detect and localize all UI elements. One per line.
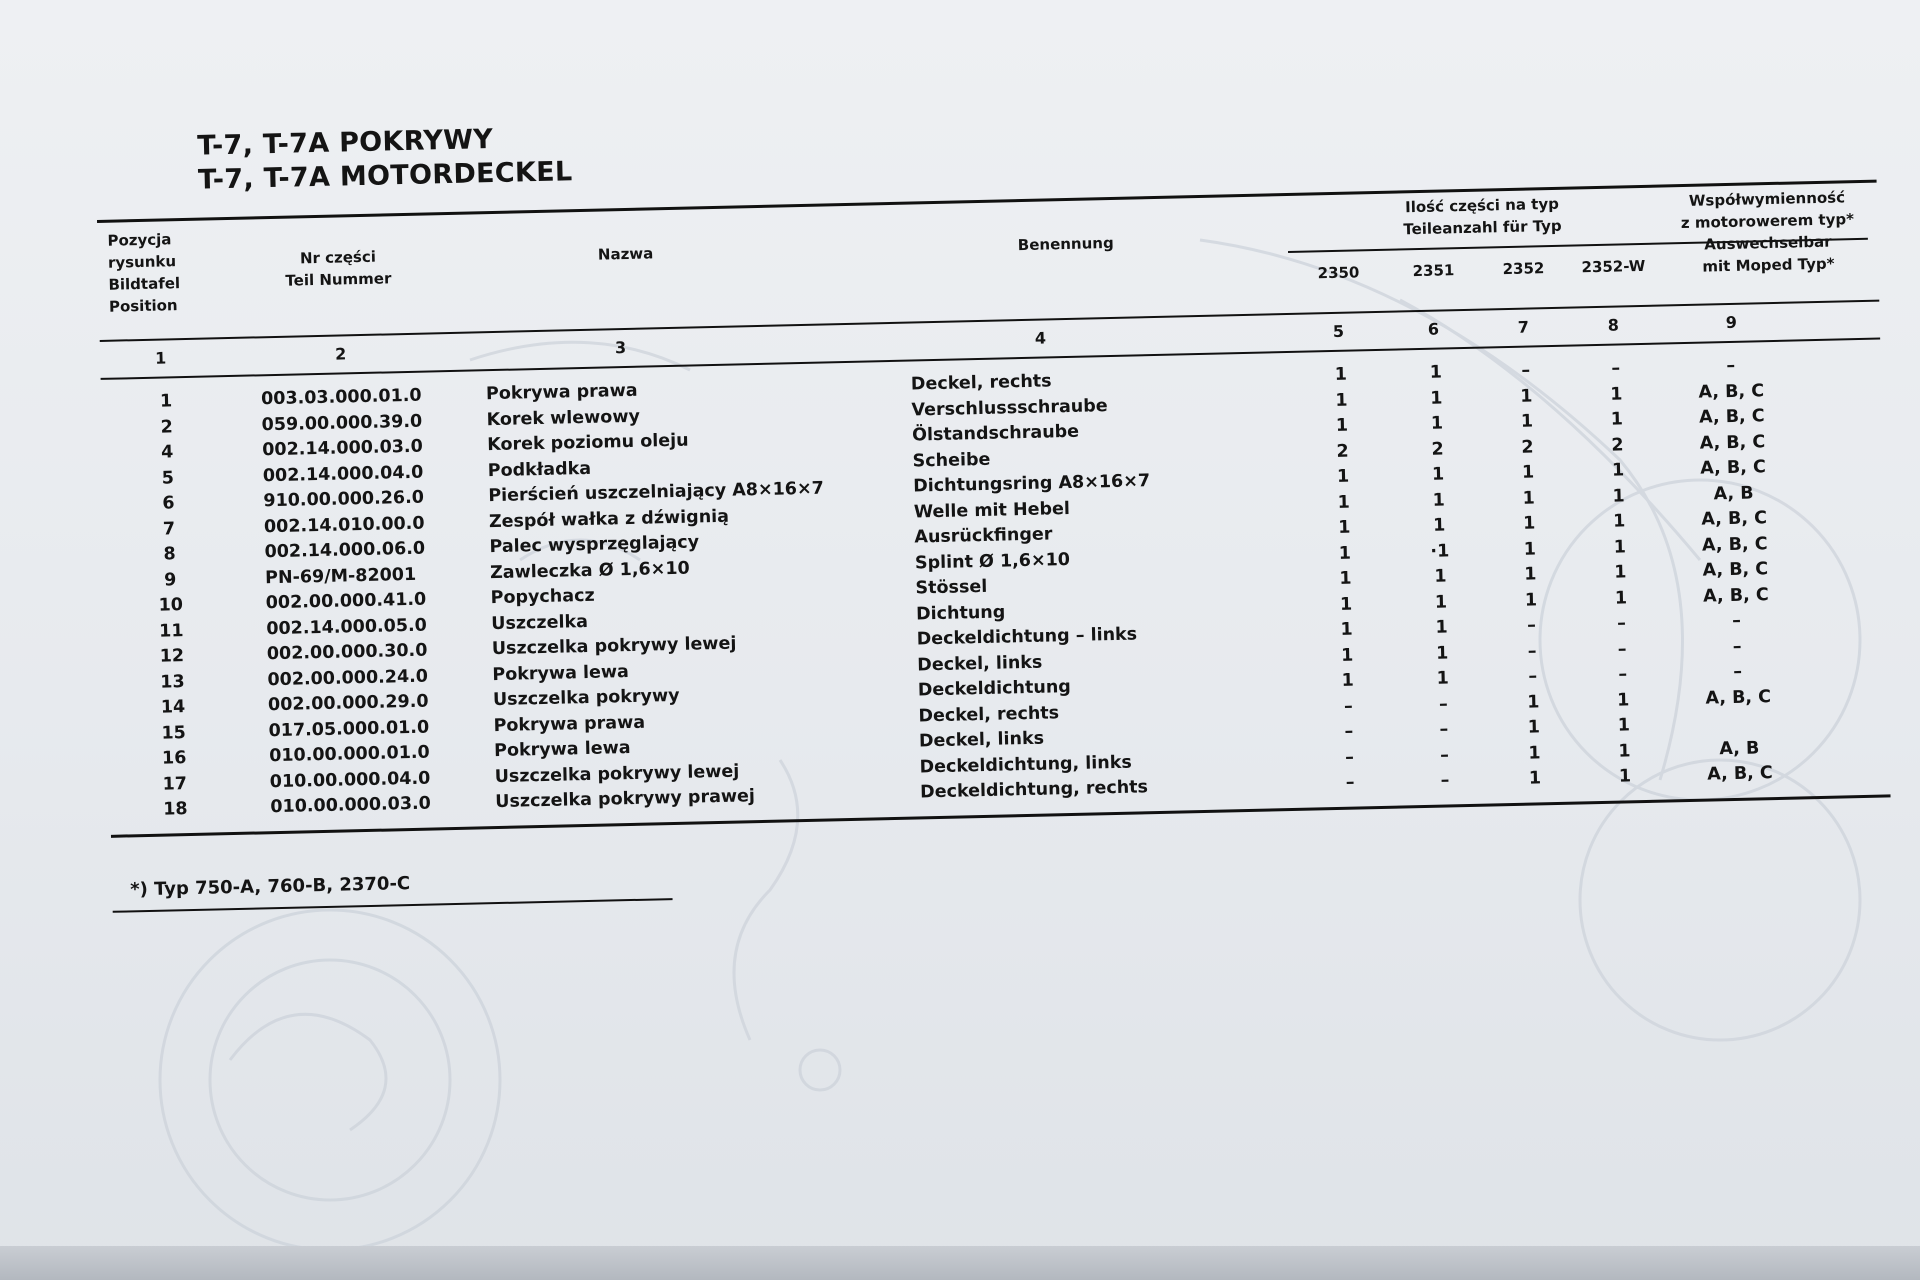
col-number-5: 5	[1332, 321, 1345, 341]
qty-2352w-cell: 1	[1618, 766, 1632, 787]
interchangeability-cell: A, B, C	[1698, 406, 1765, 428]
name-pl-cell: Pokrywa prawa	[485, 380, 638, 405]
col-number-1: 1	[154, 348, 167, 368]
qty-2352-cell: 1	[1523, 538, 1537, 560]
qty-2350-cell: 1	[1340, 645, 1354, 666]
qty-2350-cell: 2	[1336, 441, 1349, 462]
qty-2352w-cell: 1	[1610, 383, 1623, 405]
page-edge	[0, 1246, 1920, 1280]
qty-2351-cell: –	[1438, 693, 1448, 715]
position-cell: 2	[160, 416, 174, 438]
header-name-de: Benennung	[1017, 233, 1114, 255]
part-number-cell: 002.14.000.03.0	[262, 436, 423, 461]
header-quantity: Ilość części na typ Teileanzahl für Typ	[1403, 194, 1562, 239]
qty-2350-cell: 1	[1338, 543, 1352, 564]
qty-2352w-cell: –	[1616, 613, 1627, 634]
name-pl-cell: Uszczelka pokrywy lewej	[494, 761, 740, 787]
title-german: T-7, T-7A MOTORDECKEL	[197, 156, 573, 196]
interchangeability-cell: A, B	[1713, 482, 1754, 504]
qty-2351-cell: 1	[1431, 464, 1445, 485]
part-number-cell: 002.14.000.05.0	[266, 615, 428, 639]
name-pl-cell: Uszczelka pokrywy	[492, 685, 680, 711]
position-cell: 6	[162, 493, 175, 514]
interchangeability-cell: A, B, C	[1701, 508, 1768, 530]
part-number-cell: 002.00.000.41.0	[265, 589, 427, 614]
qty-2351-cell: 1	[1430, 413, 1444, 434]
name-pl-cell: Uszczelka	[491, 611, 589, 634]
qty-2352-cell: 1	[1524, 564, 1537, 585]
name-de-cell: Scheibe	[912, 449, 991, 472]
part-number-cell: 010.00.000.03.0	[270, 793, 432, 818]
qty-2351-cell: 2	[1431, 438, 1444, 460]
col-number-8: 8	[1607, 315, 1620, 335]
qty-2352-cell: –	[1528, 666, 1538, 687]
interchangeability-cell: A, B, C	[1700, 457, 1767, 479]
qty-2350-cell: –	[1345, 772, 1355, 793]
qty-2352w-cell: 1	[1612, 511, 1626, 532]
qty-2351-cell: 1	[1435, 642, 1449, 664]
position-cell: 4	[160, 442, 174, 463]
parts-table-body	[101, 353, 1890, 827]
qty-2352-cell: 1	[1520, 385, 1533, 407]
position-cell: 14	[160, 697, 186, 718]
qty-2351-cell: –	[1439, 719, 1449, 740]
header-interchangeability: Współwymienność z motorowerem typ* Auswechselbar mit Moped Typ*	[1680, 188, 1855, 276]
qty-2350-cell: 1	[1339, 568, 1352, 589]
qty-2350-cell: 1	[1335, 390, 1348, 411]
qty-2351-cell: 1	[1434, 591, 1448, 613]
position-cell: 9	[163, 569, 177, 591]
part-number-cell: 002.14.000.06.0	[264, 538, 426, 563]
interchangeability-cell: A, B	[1719, 737, 1760, 759]
qty-2350-cell: 1	[1339, 594, 1353, 615]
qty-2350-cell: 1	[1337, 492, 1351, 513]
name-pl-cell: Palec wysprzęglający	[489, 532, 700, 558]
qty-2350-cell: 1	[1336, 466, 1350, 487]
qty-2352w-cell: 1	[1616, 689, 1630, 711]
name-de-cell: Deckel, links	[918, 728, 1045, 752]
qty-2350-cell: 1	[1341, 670, 1355, 691]
name-de-cell: Stössel	[915, 576, 988, 599]
qty-2352w-cell: 1	[1618, 740, 1631, 762]
name-pl-cell: Pierścień uszczelniający A8×16×7	[488, 478, 825, 507]
footnote: *) Typ 750-A, 760-B, 2370-C	[129, 872, 411, 900]
qty-2351-cell: 1	[1434, 566, 1447, 587]
header-part-number: Nr części Teil Nummer	[285, 247, 392, 290]
title-polish: T-7, T-7A POKRYWY	[196, 123, 494, 162]
interchangeability-cell: A, B, C	[1702, 559, 1769, 581]
name-de-cell: Deckeldichtung – links	[916, 624, 1138, 650]
qty-2351-cell: 1	[1430, 388, 1443, 409]
name-pl-cell: Pokrywa lewa	[493, 738, 631, 762]
position-cell: 16	[161, 748, 187, 769]
qty-2350-cell: 1	[1337, 517, 1351, 538]
part-number-cell: 003.03.000.01.0	[260, 385, 422, 410]
part-number-cell: 010.00.000.04.0	[269, 768, 431, 792]
name-de-cell: Deckel, rechts	[918, 702, 1060, 726]
position-cell: 12	[159, 646, 185, 667]
name-pl-cell: Zespół wałka z dźwignią	[488, 506, 730, 532]
qty-2352w-cell: 1	[1617, 715, 1631, 736]
qty-2351-cell: 1	[1436, 668, 1450, 689]
name-de-cell: Deckeldichtung, rechts	[919, 777, 1149, 803]
position-cell: 11	[158, 620, 184, 642]
interchangeability-cell: –	[1732, 636, 1742, 657]
name-pl-cell: Pokrywa lewa	[492, 661, 630, 685]
qty-2352-cell: 1	[1524, 589, 1538, 611]
interchangeability-cell: –	[1726, 355, 1736, 377]
name-de-cell: Deckeldichtung, links	[919, 752, 1133, 777]
qty-2352w-cell: 1	[1613, 536, 1627, 558]
qty-2351-cell: 1	[1432, 489, 1446, 511]
position-cell: 17	[162, 773, 188, 795]
col-number-6: 6	[1427, 319, 1440, 339]
qty-2350-cell: –	[1343, 696, 1353, 717]
name-pl-cell: Uszczelka pokrywy lewej	[491, 633, 737, 660]
qty-2352-cell: –	[1521, 360, 1531, 381]
interchangeability-cell: A, B, C	[1699, 431, 1766, 454]
qty-2351-cell: –	[1440, 770, 1450, 791]
qty-2352-cell: 1	[1520, 411, 1534, 432]
qty-2352w-cell: –	[1611, 358, 1621, 379]
qty-2351-cell: ·1	[1430, 540, 1450, 562]
footnote-rule	[113, 898, 673, 913]
qty-2350-cell: 1	[1334, 364, 1348, 385]
qty-2351-cell: –	[1439, 744, 1450, 766]
part-number-cell: PN-69/M-82001	[264, 564, 417, 588]
interchangeability-cell: –	[1731, 610, 1742, 631]
qty-2352-cell: 1	[1526, 691, 1540, 713]
part-number-cell: 017.05.000.01.0	[268, 717, 430, 741]
position-cell: 7	[162, 518, 176, 540]
qty-2351-cell: 1	[1432, 515, 1446, 536]
page-title	[197, 92, 1876, 198]
name-de-cell: Dichtungsring A8×16×7	[913, 471, 1151, 497]
type-2352: 2352	[1502, 259, 1545, 279]
qty-2350-cell: –	[1344, 747, 1355, 768]
qty-2352w-cell: 2	[1611, 434, 1624, 456]
qty-2352-cell: –	[1527, 640, 1537, 662]
interchangeability-cell: A, B, C	[1701, 533, 1768, 556]
qty-2352-cell: –	[1526, 615, 1537, 636]
name-de-cell: Verschlussschraube	[911, 395, 1108, 421]
part-number-cell: 059.00.000.39.0	[261, 411, 423, 435]
qty-2352-cell: 2	[1521, 436, 1534, 458]
qty-2352w-cell: 1	[1612, 485, 1625, 507]
position-cell: 8	[163, 544, 176, 565]
qty-2352w-cell: 1	[1610, 409, 1624, 430]
part-number-cell: 002.14.000.04.0	[262, 462, 424, 486]
interchangeability-cell: A, B, C	[1705, 686, 1772, 709]
qty-2351-cell: 1	[1429, 362, 1443, 383]
name-de-cell: Ausrückfinger	[914, 524, 1053, 548]
col-number-2: 2	[334, 344, 347, 364]
name-de-cell: Dichtung	[915, 601, 1006, 624]
part-number-cell: 002.00.000.24.0	[267, 666, 429, 690]
col-number-7: 7	[1517, 317, 1530, 337]
header-name-pl: Nazwa	[597, 244, 654, 264]
interchangeability-cell: –	[1733, 661, 1743, 682]
position-cell: 1	[159, 391, 173, 412]
qty-2352-cell: 1	[1521, 462, 1535, 483]
header-position: Pozycja rysunku Bildtafel Position	[107, 230, 181, 316]
name-de-cell: Splint Ø 1,6×10	[914, 549, 1071, 574]
part-number-cell: 010.00.000.01.0	[268, 742, 430, 767]
part-number-cell: 002.14.010.00.0	[263, 513, 425, 537]
name-de-cell: Deckel, rechts	[910, 371, 1052, 395]
qty-2352w-cell: 1	[1611, 460, 1625, 481]
qty-2350-cell: –	[1344, 721, 1354, 742]
interchangeability-cell: A, B, C	[1707, 763, 1773, 785]
position-cell: 5	[161, 467, 175, 489]
qty-2352w-cell: 1	[1614, 562, 1627, 583]
name-pl-cell: Pokrywa prawa	[493, 712, 646, 736]
name-pl-cell: Korek poziomu oleju	[486, 430, 689, 456]
qty-2352-cell: 1	[1528, 742, 1541, 764]
name-de-cell: Ölstandschraube	[911, 421, 1080, 446]
qty-2352-cell: 1	[1522, 513, 1536, 534]
name-pl-cell: Uszczelka pokrywy prawej	[495, 786, 756, 813]
qty-2352w-cell: –	[1618, 664, 1628, 685]
type-2351: 2351	[1412, 261, 1455, 281]
position-cell: 18	[162, 799, 188, 820]
part-number-cell: 002.00.000.29.0	[267, 691, 429, 716]
qty-2350-cell: 1	[1335, 415, 1349, 436]
part-number-cell: 002.00.000.30.0	[266, 640, 428, 665]
qty-2351-cell: 1	[1435, 617, 1448, 638]
name-pl-cell: Podkładka	[487, 458, 592, 481]
name-pl-cell: Korek wlewowy	[486, 406, 641, 430]
qty-2352w-cell: –	[1617, 638, 1627, 660]
type-2352-w: 2352-W	[1581, 256, 1646, 277]
col-number-9: 9	[1725, 312, 1738, 333]
qty-2352-cell: 1	[1527, 717, 1541, 738]
qty-2352w-cell: 1	[1614, 587, 1628, 609]
name-de-cell: Deckeldichtung	[917, 677, 1072, 701]
type-2350: 2350	[1317, 263, 1360, 283]
qty-2352-cell: 1	[1522, 487, 1535, 509]
col-number-3: 3	[614, 338, 627, 358]
position-cell: 10	[158, 595, 184, 616]
part-number-cell: 910.00.000.26.0	[263, 487, 425, 512]
table-header	[97, 180, 1880, 385]
name-de-cell: Welle mit Hebel	[913, 498, 1071, 523]
qty-2352-cell: 1	[1528, 768, 1542, 789]
interchangeability-cell: A, B, C	[1702, 584, 1769, 607]
name-pl-cell: Zawleczka Ø 1,6×10	[489, 558, 690, 583]
name-de-cell: Deckel, links	[917, 652, 1043, 675]
qty-2350-cell: 1	[1340, 619, 1353, 640]
parts-list	[95, 92, 1892, 913]
interchangeability-cell: A, B, C	[1698, 380, 1765, 403]
position-cell: 15	[161, 722, 187, 744]
col-number-4: 4	[1034, 328, 1047, 348]
name-pl-cell: Popychacz	[490, 585, 595, 609]
position-cell: 13	[160, 671, 185, 693]
